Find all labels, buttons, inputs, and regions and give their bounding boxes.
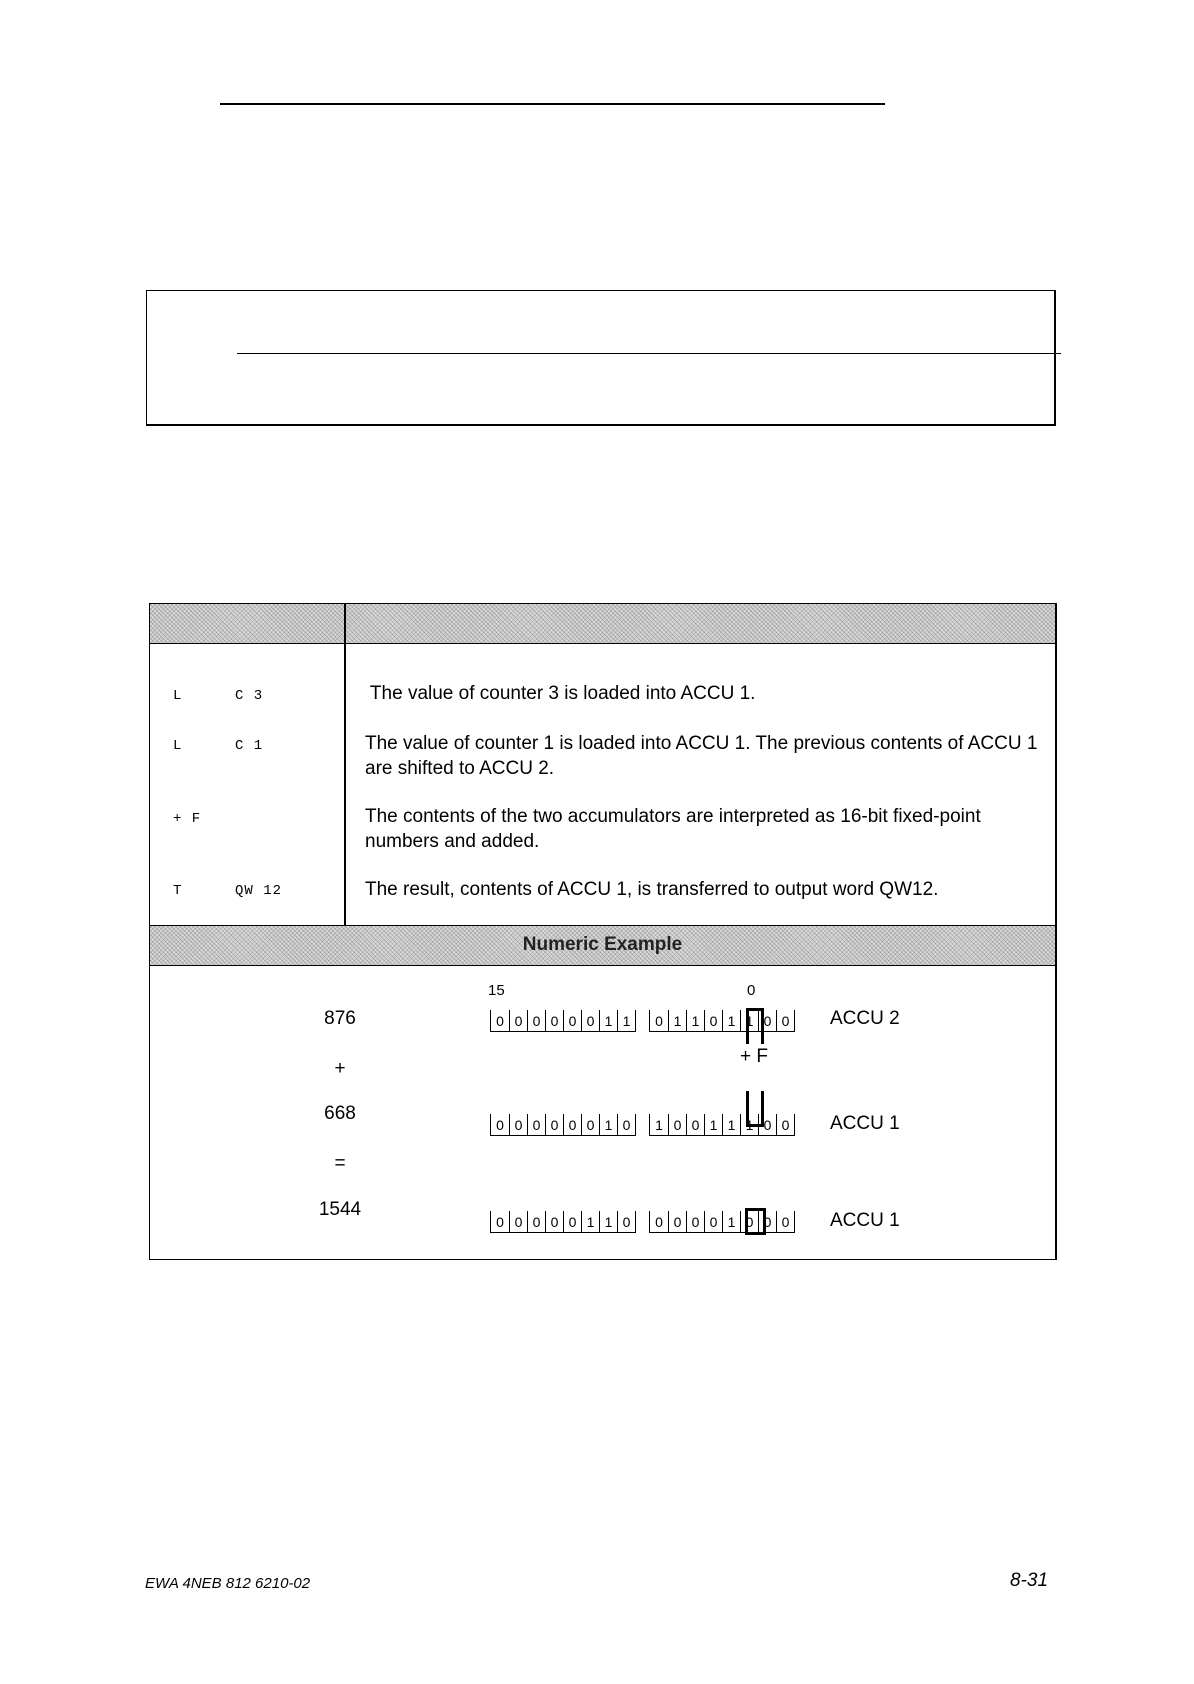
bit: 0 [527, 1114, 545, 1136]
bit: 0 [758, 1211, 776, 1233]
bit: 1 [722, 1114, 740, 1136]
column-divider [344, 603, 346, 945]
bit: 0 [617, 1114, 635, 1136]
row-description: The value of counter 1 is loaded into ACCU 1. The previous contents of ACCU 1 are shifted to ACCU 2. [365, 733, 1038, 779]
bit: 1 [668, 1010, 686, 1032]
bit: 0 [776, 1211, 794, 1233]
bit: 1 [722, 1010, 740, 1032]
decimal-value: 876 [324, 1008, 356, 1029]
table-header-shade [150, 603, 1055, 644]
bit: 0 [668, 1114, 686, 1136]
decimal-value: 668 [324, 1103, 356, 1124]
bit: 0 [527, 1010, 545, 1032]
bit: 0 [509, 1211, 527, 1233]
example-header-shade [150, 925, 1055, 966]
bit: 0 [686, 1211, 704, 1233]
document-id: EWA 4NEB 812 6210-02 [145, 1575, 311, 1592]
row-description: The value of counter 3 is loaded into ACCU 1. [365, 683, 756, 704]
row-description: The result, contents of ACCU 1, is transferred to output word QW12. [365, 879, 939, 900]
decimal-value: 1544 [318, 1199, 362, 1220]
bit: 1 [617, 1010, 635, 1032]
low-byte [649, 1211, 795, 1233]
low-byte [649, 1114, 795, 1136]
bit: 0 [668, 1211, 686, 1233]
bit-highlight-box [745, 1208, 766, 1235]
bit: 0 [527, 1211, 545, 1233]
bit: 0 [491, 1010, 509, 1032]
empty-info-box [146, 290, 1056, 426]
bit: 0 [704, 1010, 722, 1032]
high-byte [490, 1114, 636, 1136]
plus-operator: + [334, 1058, 346, 1079]
bit: 0 [581, 1114, 599, 1136]
bit: 1 [650, 1114, 668, 1136]
bit: 0 [650, 1211, 668, 1233]
bit: 0 [776, 1010, 794, 1032]
register-label: ACCU 1 [830, 1210, 900, 1231]
bit: 0 [563, 1010, 581, 1032]
top-rule [220, 103, 885, 105]
bit: 1 [722, 1211, 740, 1233]
high-byte [490, 1010, 636, 1032]
bit: 1 [740, 1010, 758, 1032]
bit: 0 [491, 1114, 509, 1136]
bit-low-label: 0 [747, 982, 756, 999]
bit: 0 [617, 1211, 635, 1233]
bit: 1 [686, 1010, 704, 1032]
row-op: L [173, 738, 183, 754]
bit: 0 [509, 1010, 527, 1032]
bit-register-accu1 [490, 1114, 795, 1136]
page-number: 8-31 [1010, 1570, 1049, 1591]
bit: 0 [758, 1114, 776, 1136]
bit: 0 [563, 1114, 581, 1136]
bit: 1 [599, 1114, 617, 1136]
bit: 1 [581, 1211, 599, 1233]
bit: 0 [545, 1114, 563, 1136]
bit-high-label: 15 [488, 982, 505, 999]
bit: 0 [758, 1010, 776, 1032]
high-byte [490, 1211, 636, 1233]
bit: 0 [491, 1211, 509, 1233]
instruction-table [149, 603, 1057, 1260]
example-header: Numeric Example [522, 934, 683, 955]
bit: 0 [581, 1010, 599, 1032]
bit: 0 [563, 1211, 581, 1233]
bit: 0 [740, 1211, 758, 1233]
bit: 0 [776, 1114, 794, 1136]
add-fixed-point-label: + F [740, 1046, 768, 1067]
row-op: T [173, 883, 183, 899]
row-operand: QW 12 [235, 883, 283, 899]
info-box-rule [237, 353, 1061, 354]
row-description: The contents of the two accumulators are interpreted as 16-bit fixed-point numbers and added. [365, 806, 981, 852]
register-label: ACCU 1 [830, 1113, 900, 1134]
bit: 0 [686, 1114, 704, 1136]
low-byte [649, 1010, 795, 1032]
bit: 0 [509, 1114, 527, 1136]
register-label: ACCU 2 [830, 1008, 900, 1029]
bit: 0 [650, 1010, 668, 1032]
bit: 1 [704, 1114, 722, 1136]
bit: 0 [545, 1211, 563, 1233]
bit: 1 [599, 1010, 617, 1032]
bit: 0 [704, 1211, 722, 1233]
bit: 1 [740, 1114, 758, 1136]
row-operand: C 1 [235, 738, 264, 754]
bit: 1 [599, 1211, 617, 1233]
row-op: L [173, 688, 183, 704]
equals-operator: = [334, 1153, 346, 1174]
bit: 0 [545, 1010, 563, 1032]
row-operand: C 3 [235, 688, 264, 704]
bit-highlight-bracket [746, 1008, 764, 1044]
row-op: + F [173, 811, 202, 827]
